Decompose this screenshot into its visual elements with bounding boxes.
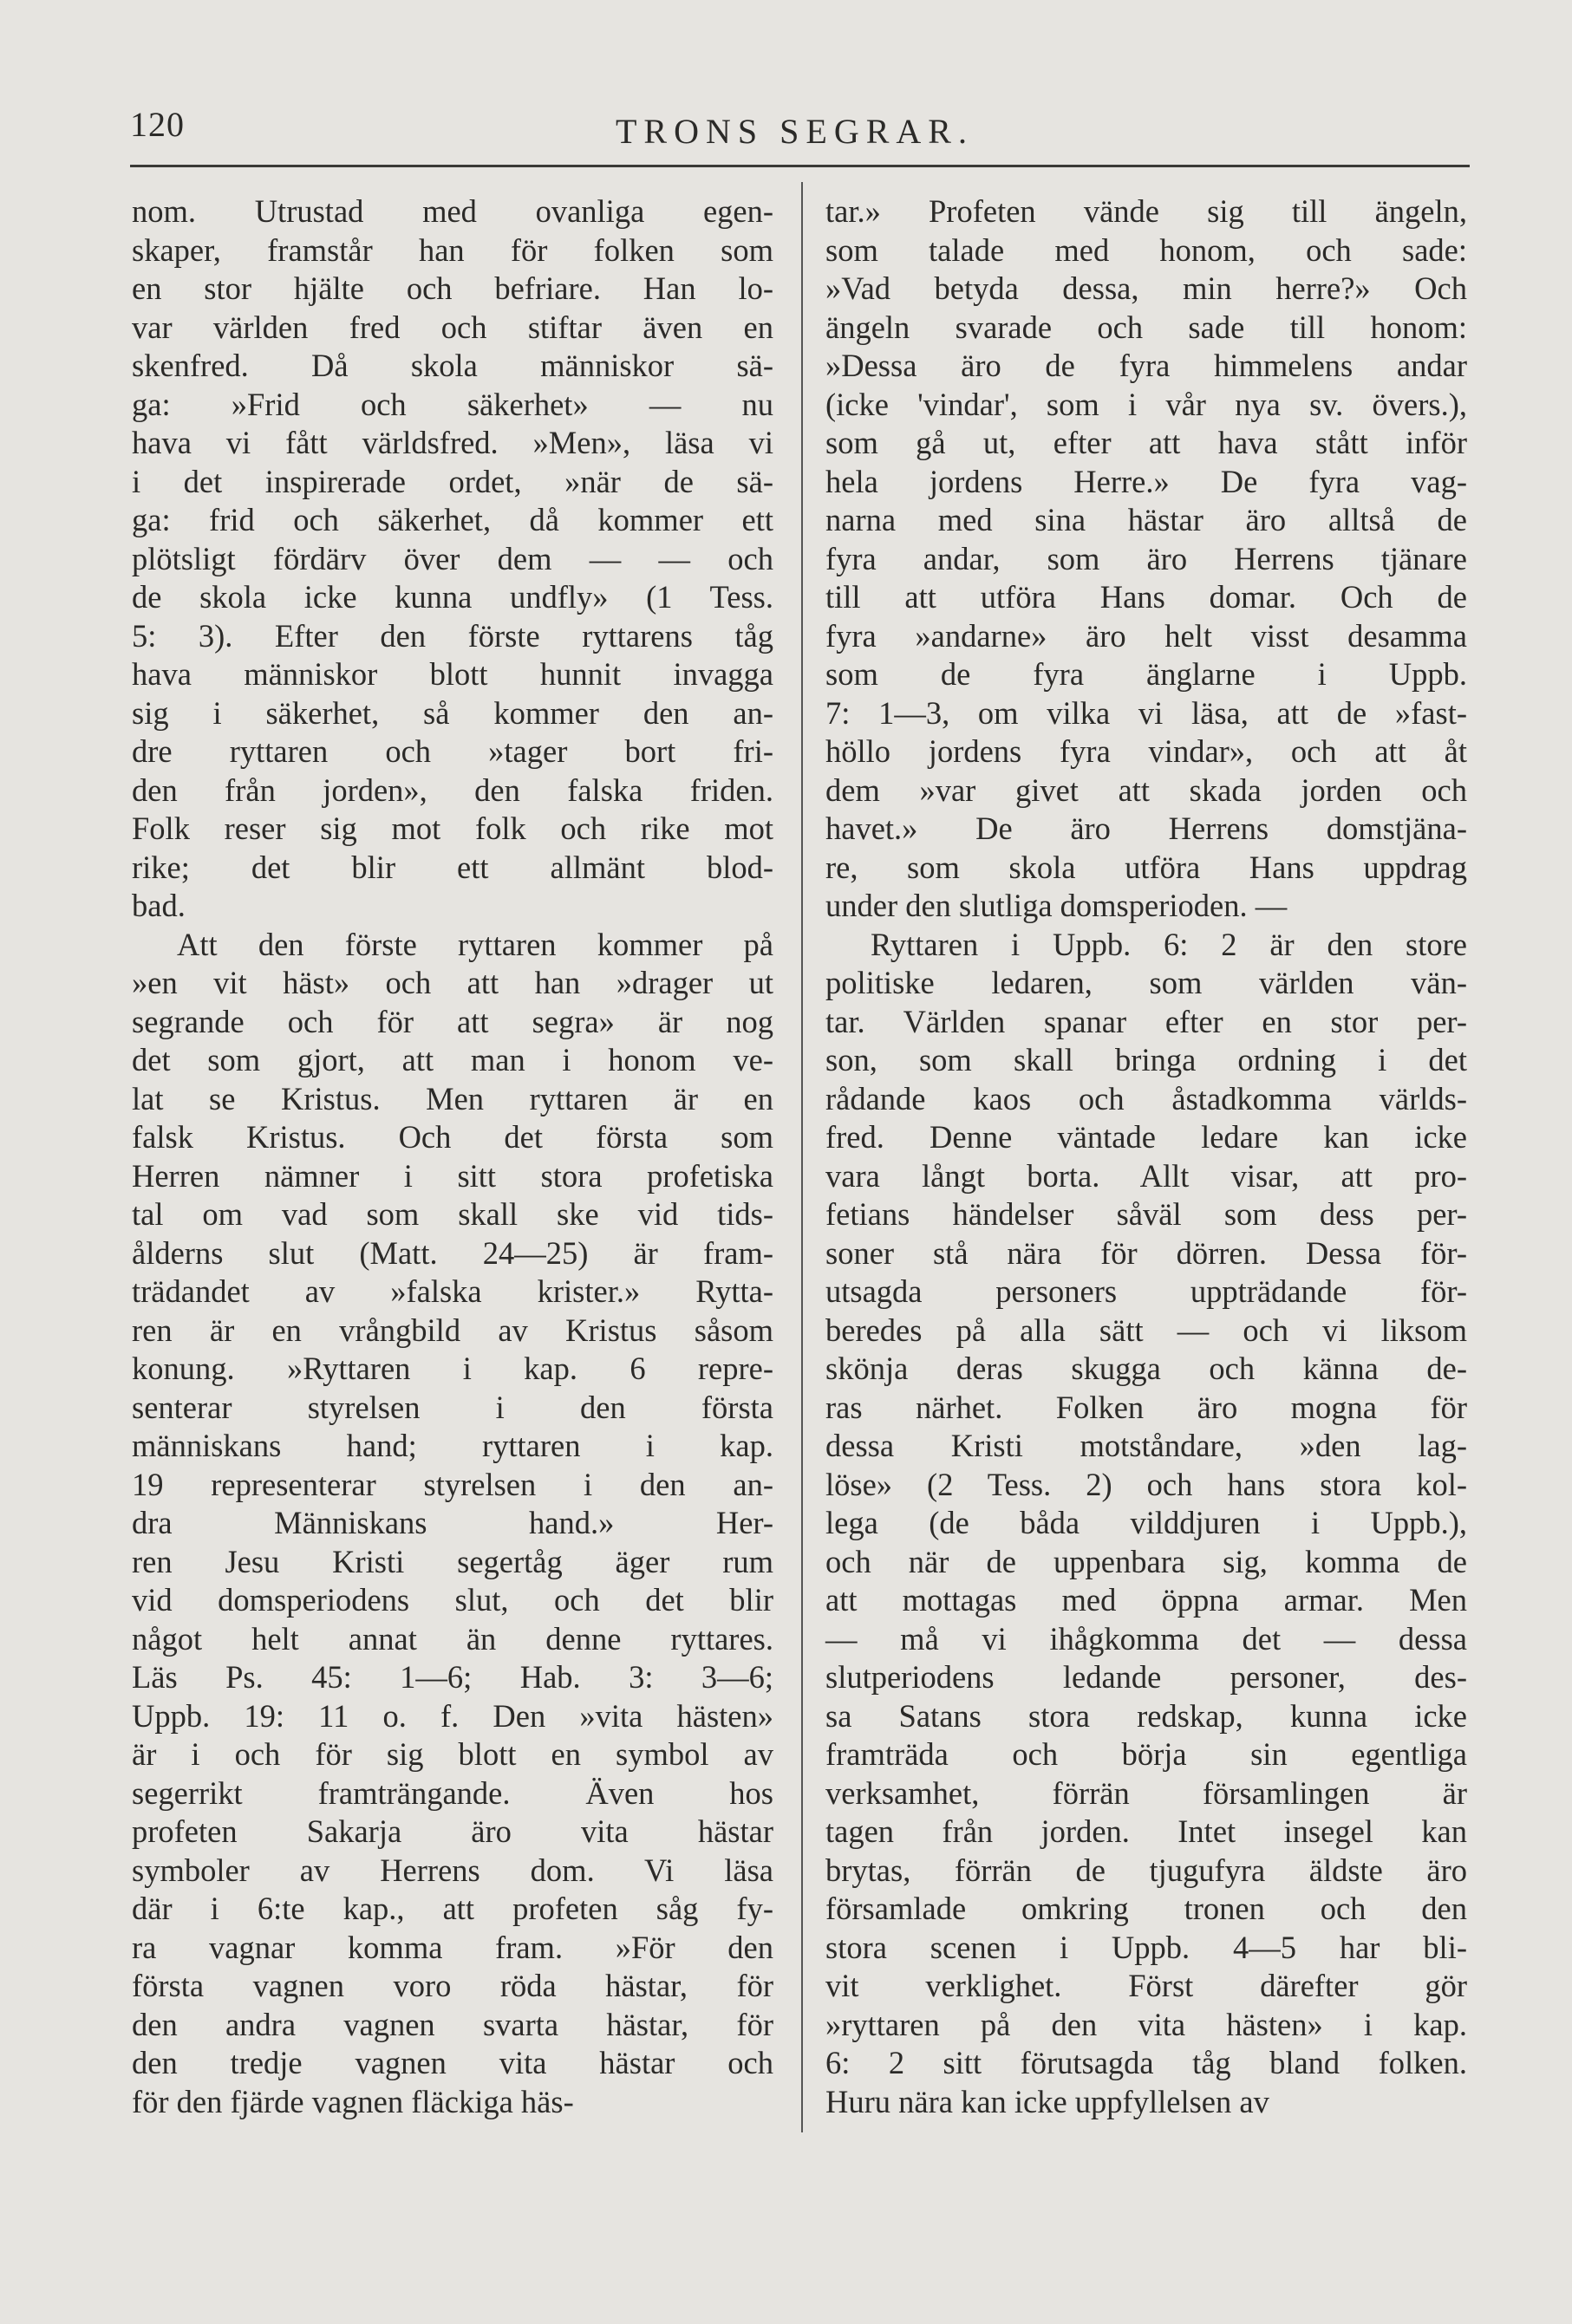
text-line: »en vit häst» och att han »drager ut: [132, 965, 773, 1000]
running-title: TRONS SEGRAR.: [616, 112, 974, 151]
text-line: framträda och börja sin egentliga: [825, 1736, 1467, 1772]
text-line: Ryttaren i Uppb. 6: 2 är den store: [871, 926, 1467, 962]
text-line: var världen fred och stiftar även en: [132, 309, 773, 345]
text-line: något helt annat än denne ryttares.: [132, 1620, 773, 1657]
text-line: som gå ut, efter att hava stått inför: [825, 425, 1467, 460]
text-line: vit verklighet. Först därefter gör: [825, 1968, 1467, 2003]
page-header: [130, 104, 1474, 156]
text-line: — må vi ihågkomma det — dessa: [825, 1620, 1467, 1657]
text-line: Huru nära kan icke uppfyllelsen av: [825, 2083, 1269, 2119]
text-line: ren Jesu Kristi segertåg äger rum: [132, 1543, 773, 1579]
text-line: är i och för sig blott en symbol av: [132, 1736, 773, 1772]
text-line: fetians händelser såväl som dess per-: [825, 1196, 1467, 1232]
column-divider: [801, 182, 803, 2132]
text-line: hava vi fått världsfred. »Men», läsa vi: [132, 425, 773, 460]
text-line: som talade med honom, och sade:: [825, 231, 1467, 268]
text-line: 19 representerar styrelsen i den an-: [132, 1466, 773, 1502]
text-line: re, som skola utföra Hans uppdrag: [825, 849, 1467, 885]
text-line: profeten Sakarja äro vita hästar: [132, 1813, 773, 1849]
text-line: till att utföra Hans domar. Och de: [825, 579, 1467, 615]
text-line: senterar styrelsen i den första: [132, 1389, 773, 1425]
text-line: lega (de båda vilddjuren i Uppb.),: [825, 1505, 1467, 1540]
text-line: konung. »Ryttaren i kap. 6 repre-: [132, 1351, 773, 1386]
right-column: [825, 192, 1467, 2121]
text-line: höllo jordens fyra vindar», och att åt: [825, 733, 1467, 769]
text-line: ga: frid och säkerhet, då kommer ett: [132, 502, 773, 537]
text-line: det som gjort, att man i honom ve-: [132, 1042, 773, 1077]
text-line: sa Satans stora redskap, kunna icke: [825, 1697, 1467, 1734]
text-line: i det inspirerade ordet, »när de sä-: [132, 463, 773, 499]
text-line: brytas, förrän de tjugufyra äldste äro: [825, 1852, 1467, 1888]
text-line: lat se Kristus. Men ryttaren är en: [132, 1080, 773, 1116]
text-line: plötsligt fördärv över dem — — och: [132, 540, 773, 576]
text-line: stora scenen i Uppb. 4—5 har bli-: [825, 1929, 1467, 1965]
text-line: ren är en vrångbild av Kristus såsom: [132, 1312, 773, 1348]
text-line: tar. Världen spanar efter en stor per-: [825, 1003, 1467, 1039]
text-line: församlade omkring tronen och den: [825, 1891, 1467, 1926]
text-line: tar.» Profeten vände sig till ängeln,: [825, 193, 1467, 229]
text-line: slutperiodens ledande personer, des-: [825, 1659, 1467, 1695]
text-line: dessa Kristi motståndare, »den lag-: [825, 1428, 1467, 1463]
text-line: under den slutliga domsperioden. —: [825, 888, 1288, 923]
text-line: 5: 3). Efter den förste ryttarens tåg: [132, 617, 773, 654]
text-line: hela jordens Herre.» De fyra vag-: [825, 463, 1467, 499]
text-line: fyra »andarne» äro helt visst desamma: [825, 617, 1467, 654]
text-line: havet.» De äro Herrens domstjäna-: [825, 810, 1467, 846]
text-line: ga: »Frid och säkerhet» — nu: [132, 386, 773, 422]
text-line: hava människor blott hunnit invagga: [132, 656, 773, 692]
header-rule: [130, 165, 1470, 167]
text-line: skenfred. Då skola människor sä-: [132, 348, 773, 383]
text-line: den andra vagnen svarta hästar, för: [132, 2006, 773, 2042]
text-line: Herren nämner i sitt stora profetiska: [132, 1157, 773, 1194]
text-line: tal om vad som skall ske vid tids-: [132, 1196, 773, 1232]
text-line: soner stå nära för dörren. Dessa för-: [825, 1234, 1467, 1271]
text-line: dre ryttaren och »tager bort fri-: [132, 733, 773, 769]
text-line: tagen från jorden. Intet insegel kan: [825, 1813, 1467, 1849]
text-line: vid domsperiodens slut, och det blir: [132, 1582, 773, 1618]
text-line: rådande kaos och åstadkomma världs-: [825, 1080, 1467, 1116]
text-line: att mottagas med öppna armar. Men: [825, 1582, 1467, 1618]
text-line: segerrikt framträngande. Även hos: [132, 1774, 773, 1811]
text-line: »Dessa äro de fyra himmelens andar: [825, 348, 1467, 383]
text-line: för den fjärde vagnen fläckiga häs-: [132, 2083, 574, 2119]
text-line: där i 6:te kap., att profeten såg fy-: [132, 1891, 773, 1926]
text-line: en stor hjälte och befriare. Han lo-: [132, 270, 773, 306]
text-line: som de fyra änglarne i Uppb.: [825, 656, 1467, 692]
text-line: 6: 2 sitt förutsagda tåg bland folken.: [825, 2045, 1467, 2080]
text-line: nom. Utrustad med ovanliga egen-: [132, 193, 773, 229]
text-line: de skola icke kunna undfly» (1 Tess.: [132, 579, 773, 615]
text-line: politiske ledaren, som världen vän-: [825, 965, 1467, 1000]
text-line: dra Människans hand.» Her-: [132, 1505, 773, 1540]
text-line: verksamhet, förrän församlingen är: [825, 1774, 1467, 1811]
text-line: skaper, framstår han för folken som: [132, 231, 773, 268]
text-line: beredes på alla sätt — och vi liksom: [825, 1312, 1467, 1348]
text-line: ras närhet. Folken äro mogna för: [825, 1389, 1467, 1425]
text-line: son, som skall bringa ordning i det: [825, 1042, 1467, 1077]
text-line: ängeln svarade och sade till honom:: [825, 309, 1467, 345]
text-line: 7: 1—3, om vilka vi läsa, att de »fast-: [825, 694, 1467, 731]
text-line: Läs Ps. 45: 1—6; Hab. 3: 3—6;: [132, 1659, 773, 1695]
text-line: ålderns slut (Matt. 24—25) är fram-: [132, 1234, 773, 1271]
text-line: fred. Denne väntade ledare kan icke: [825, 1119, 1467, 1155]
text-line: trädandet av »falska krister.» Rytta-: [132, 1273, 773, 1309]
text-line: »Vad betyda dessa, min herre?» Och: [825, 270, 1467, 306]
text-line: den tredje vagnen vita hästar och: [132, 2045, 773, 2080]
text-line: (icke 'vindar', som i vår nya sv. övers.),: [825, 386, 1467, 422]
text-line: löse» (2 Tess. 2) och hans stora kol-: [825, 1466, 1467, 1502]
text-line: utsagda personers uppträdande för-: [825, 1273, 1467, 1309]
text-line: vara långt borta. Allt visar, att pro-: [825, 1157, 1467, 1194]
text-line: fyra andar, som äro Herrens tjänare: [825, 540, 1467, 576]
text-line: Uppb. 19: 11 o. f. Den »vita hästen»: [132, 1697, 773, 1734]
text-line: människans hand; ryttaren i kap.: [132, 1428, 773, 1463]
text-line: den från jorden», den falska friden.: [132, 771, 773, 808]
text-line: segrande och för att segra» är nog: [132, 1003, 773, 1039]
text-line: första vagnen voro röda hästar, för: [132, 1968, 773, 2003]
text-line: Folk reser sig mot folk och rike mot: [132, 810, 773, 846]
text-line: »ryttaren på den vita hästen» i kap.: [825, 2006, 1467, 2042]
text-line: skönja deras skugga och känna de-: [825, 1351, 1467, 1386]
text-line: Att den förste ryttaren kommer på: [177, 926, 773, 962]
text-line: och när de uppenbara sig, komma de: [825, 1543, 1467, 1579]
text-line: narna med sina hästar äro alltså de: [825, 502, 1467, 537]
text-line: ra vagnar komma fram. »För den: [132, 1929, 773, 1965]
left-column: [132, 192, 773, 2121]
text-line: symboler av Herrens dom. Vi läsa: [132, 1852, 773, 1888]
text-line: rike; det blir ett allmänt blod-: [132, 849, 773, 885]
text-line: dem »var givet att skada jorden och: [825, 771, 1467, 808]
text-line: sig i säkerhet, så kommer den an-: [132, 694, 773, 731]
text-line: falsk Kristus. Och det första som: [132, 1119, 773, 1155]
page-number: 120: [130, 105, 185, 144]
text-line: bad.: [132, 888, 186, 923]
